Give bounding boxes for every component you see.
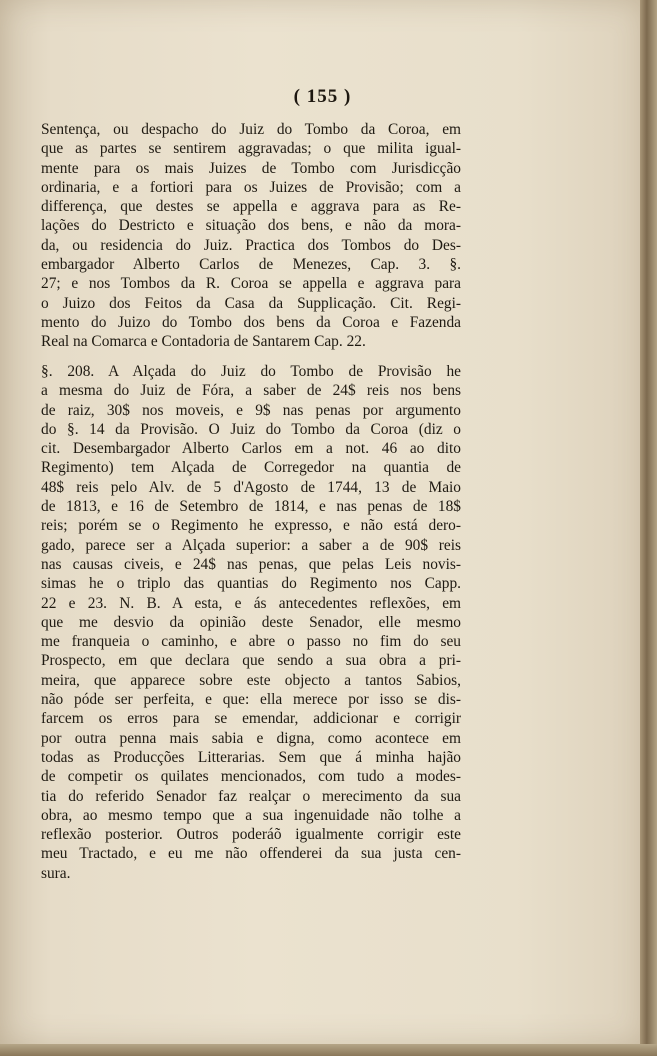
text-line: farcem os erros para se emendar, addicionar e corrigir bbox=[41, 710, 461, 728]
text-line: 22 e 23. N. B. A esta, e ás antecedentes reflexões, em bbox=[41, 594, 461, 612]
text-line: sura. bbox=[41, 864, 71, 882]
text-line: 27; e nos Tombos da R. Coroa se appella e aggrava para bbox=[41, 275, 461, 293]
text-line: embargador Alberto Carlos de Menezes, Cap. 3. §. bbox=[41, 256, 461, 274]
paragraph-1 bbox=[41, 120, 461, 352]
text-line: da, ou residencia do Juiz. Practica dos Tombos do Des- bbox=[41, 236, 461, 254]
text-line: Sentença, ou despacho do Juiz do Tombo da Coroa, em bbox=[41, 121, 461, 138]
text-line: meu Tractado, e eu me não offenderei da sua justa cen- bbox=[41, 845, 461, 863]
text-line: lações do Destricto e situação dos bens, e não da mora- bbox=[41, 217, 461, 235]
text-line: de raiz, 30$ nos moveis, e 9$ nas penas por argumento bbox=[41, 401, 461, 419]
text-line: o Juizo dos Feitos da Casa da Supplicação. Cit. Regi- bbox=[41, 294, 461, 312]
page-edge-bottom bbox=[0, 1044, 657, 1056]
text-line: obra, ao mesmo tempo que a sua ingenuidade não tolhe a bbox=[41, 806, 461, 824]
paragraph-2 bbox=[41, 362, 461, 883]
text-line: meira, que apparece sobre este objecto a tantos Sabios, bbox=[41, 671, 461, 689]
page-number: ( 155 ) bbox=[293, 86, 352, 107]
text-line: todas as Producções Litterarias. Sem que á minha hajão bbox=[41, 748, 461, 766]
text-line: mento do Juizo do Tombo dos bens da Coroa e Fazenda bbox=[41, 313, 461, 331]
text-line: simas he o triplo das quantias do Regimento nos Capp. bbox=[41, 575, 461, 593]
text-line: ordinaria, e a fortiori para os Juizes de Provisão; com a bbox=[41, 178, 461, 196]
text-line: 48$ reis pelo Alv. de 5 d'Agosto de 1744, 13 de Maio bbox=[41, 478, 461, 496]
text-line: por outra penna mais sabia e digna, como acontece em bbox=[41, 729, 461, 747]
text-line: gado, parece ser a Alçada superior: a saber a de 90$ reis bbox=[41, 536, 461, 554]
text-line: cit. Desembargador Alberto Carlos em a not. 46 ao dito bbox=[41, 440, 461, 458]
text-line: reis; porém se o Regimento he expresso, e não está dero- bbox=[41, 517, 461, 535]
text-line: Prospecto, em que declara que sendo a sua obra a pri- bbox=[41, 652, 461, 670]
text-line: tia do referido Senador faz realçar o merecimento da sua bbox=[41, 787, 461, 805]
text-line: a mesma do Juiz de Fóra, a saber de 24$ reis nos bens bbox=[41, 382, 461, 400]
text-line: não póde ser perfeita, e que: ella merece por isso se dis- bbox=[41, 691, 461, 709]
text-line: de competir os quilates mencionados, com tudo a modes- bbox=[41, 768, 461, 786]
text-line: mente para os mais Juizes de Tombo com Jurisdicção bbox=[41, 159, 461, 177]
page-edge-right bbox=[640, 0, 657, 1056]
text-line: do §. 14 da Provisão. O Juiz do Tombo da Coroa (diz o bbox=[41, 420, 461, 438]
text-line: §. 208. A Alçada do Juiz do Tombo de Provisão he bbox=[41, 363, 461, 380]
text-line: Real na Comarca e Contadoria de Santarem Cap. 22. bbox=[41, 333, 366, 351]
text-line: me franqueia o caminho, e abre o passo no fim do seu bbox=[41, 633, 461, 651]
text-line: reflexão posterior. Outros poderáõ igualmente corrigir este bbox=[41, 826, 461, 844]
text-line: que me desvio da opinião deste Senador, elle mesmo bbox=[41, 613, 461, 631]
text-line: de 1813, e 16 de Setembro de 1814, e nas penas de 18$ bbox=[41, 498, 461, 516]
text-line: nas causas civeis, e 24$ nas penas, que pelas Leis novis- bbox=[41, 555, 461, 573]
text-line: differença, que destes se appella e aggrava para as Re- bbox=[41, 198, 461, 216]
text-line: Regimento) tem Alçada de Corregedor na quantia de bbox=[41, 459, 461, 477]
text-line: que as partes se sentirem aggravadas; o que milita igual- bbox=[41, 140, 461, 158]
